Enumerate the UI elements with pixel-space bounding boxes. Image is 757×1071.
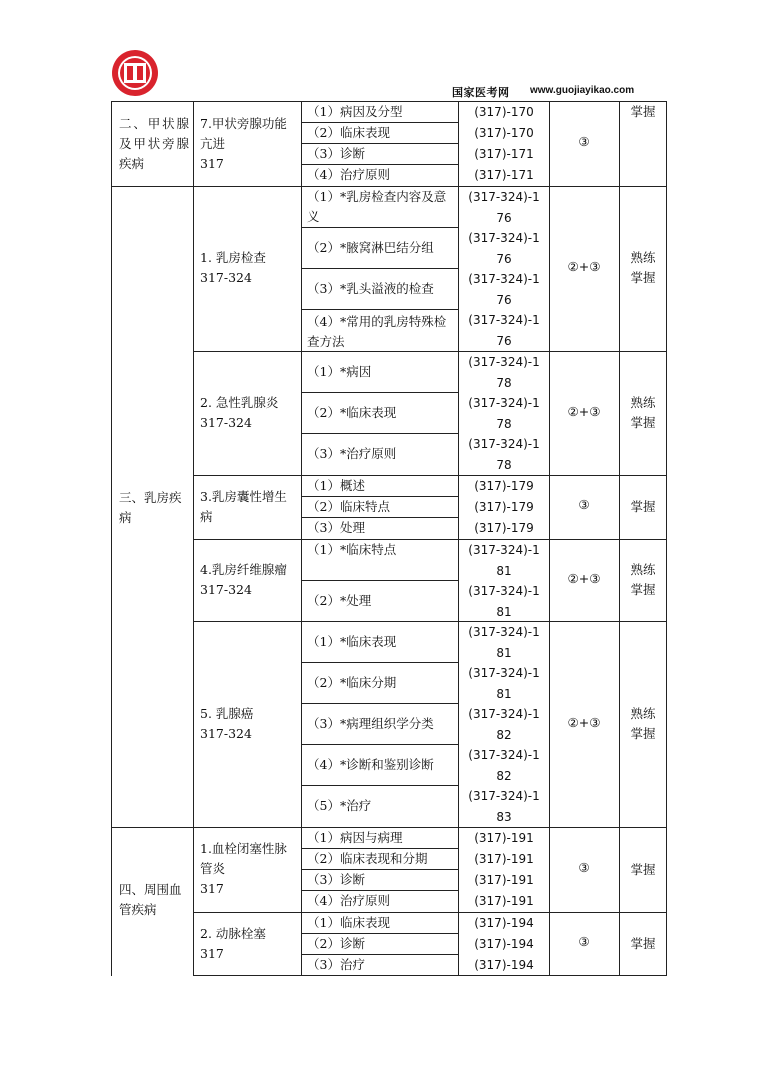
item-label: （2）*临床分期 — [307, 675, 397, 690]
item-label: （3）诊断 — [307, 146, 365, 161]
item-ref: (317-324)-1 81 — [468, 625, 540, 660]
item-ref: (317-324)-1 81 — [468, 666, 540, 701]
requirement: 熟练 掌握 — [630, 395, 656, 430]
item-ref: (317)-194 — [474, 937, 534, 951]
requirement: 熟练 掌握 — [630, 706, 656, 741]
item-label: （2）*处理 — [307, 593, 372, 608]
item-ref: (317)-191 — [474, 852, 534, 866]
requirement: 掌握 — [630, 499, 656, 514]
item-ref: (317)-171 — [474, 168, 534, 182]
item-label: （2）临床表现 — [307, 125, 390, 140]
item-ref: (317)-179 — [474, 521, 534, 535]
item-ref: (317-324)-1 76 — [468, 190, 540, 225]
level-badge: ③ — [578, 134, 590, 149]
item-label: （2）临床特点 — [307, 499, 390, 514]
item-label: （2）*腋窝淋巴结分组 — [307, 240, 434, 255]
section-title: 二、甲状腺及甲状旁腺疾病 — [119, 116, 189, 171]
level-badge: ②+③ — [567, 259, 601, 274]
item-ref: (317)-171 — [474, 147, 534, 161]
topic-name: 1. 乳房检查 317-324 — [200, 250, 266, 285]
site-name: 国家医考网 — [452, 86, 510, 99]
item-ref: (317-324)-1 81 — [468, 584, 540, 619]
item-ref: (317)-170 — [474, 126, 534, 140]
topic-name: 2. 急性乳腺炎 317-324 — [200, 395, 279, 430]
item-label: （2）临床表现和分期 — [307, 851, 428, 866]
item-ref: (317-324)-1 78 — [468, 355, 540, 390]
item-ref: (317-324)-1 76 — [468, 272, 540, 307]
requirement: 熟练 掌握 — [630, 250, 656, 285]
item-label: （4）治疗原则 — [307, 893, 390, 908]
section-title: 四、周围血管疾病 — [119, 882, 182, 917]
item-label: （5）*治疗 — [307, 798, 372, 813]
item-ref: (317-324)-1 78 — [468, 437, 540, 472]
item-ref: (317)-179 — [474, 500, 534, 514]
level-badge: ②+③ — [567, 715, 601, 730]
item-label: （4）*诊断和鉴别诊断 — [307, 757, 434, 772]
level-badge: ③ — [578, 934, 590, 949]
item-ref: (317-324)-1 78 — [468, 396, 540, 431]
site-logo — [111, 49, 159, 97]
level-badge: ②+③ — [567, 571, 601, 586]
topic-name: 1.血栓闭塞性脉管炎 317 — [200, 841, 287, 896]
item-label: （4）治疗原则 — [307, 167, 390, 182]
item-label: （3）诊断 — [307, 872, 365, 887]
item-label: （3）*治疗原则 — [307, 446, 397, 461]
item-label: （3）治疗 — [307, 957, 365, 972]
level-badge: ③ — [578, 860, 590, 875]
requirement: 熟练 掌握 — [630, 562, 656, 597]
item-label: （2）诊断 — [307, 936, 365, 951]
topic-name: 5. 乳腺癌 317-324 — [200, 706, 254, 741]
item-ref: (317-324)-1 82 — [468, 748, 540, 783]
item-label: （1）*乳房检查内容及意义 — [307, 189, 447, 224]
requirement: 掌握 — [630, 104, 656, 119]
item-label: （1）临床表现 — [307, 915, 390, 930]
item-label: （1）概述 — [307, 478, 365, 493]
level-badge: ②+③ — [567, 404, 601, 419]
topic-name: 2. 动脉栓塞 317 — [200, 926, 266, 961]
item-ref: (317-324)-1 82 — [468, 707, 540, 742]
item-label: （1）*临床表现 — [307, 634, 397, 649]
item-ref: (317)-194 — [474, 958, 534, 972]
item-ref: (317-324)-1 76 — [468, 231, 540, 266]
section-title: 三、乳房疾病 — [119, 490, 182, 525]
topic-name: 7.甲状旁腺功能亢进 317 — [200, 116, 287, 171]
item-ref: (317-324)-1 76 — [468, 313, 540, 348]
requirement: 掌握 — [630, 862, 656, 877]
item-ref: (317-324)-1 81 — [468, 543, 540, 578]
item-label: （1）病因及分型 — [307, 104, 403, 119]
site-url: www.guojiayikao.com — [530, 85, 635, 96]
item-label: （3）*病理组织学分类 — [307, 716, 434, 731]
item-ref: (317)-179 — [474, 479, 534, 493]
item-ref: (317-324)-1 83 — [468, 789, 540, 824]
topic-name: 3.乳房囊性增生病 — [200, 489, 287, 524]
item-label: （2）*临床表现 — [307, 405, 397, 420]
item-ref: (317)-194 — [474, 916, 534, 930]
item-label: （4）*常用的乳房特殊检查方法 — [307, 314, 447, 349]
item-label: （3）处理 — [307, 520, 365, 535]
requirement: 掌握 — [630, 936, 656, 951]
item-ref: (317)-191 — [474, 831, 534, 845]
item-ref: (317)-191 — [474, 894, 534, 908]
item-label: （3）*乳头溢液的检查 — [307, 281, 434, 296]
item-ref: (317)-191 — [474, 873, 534, 887]
item-label: （1）*临床特点 — [307, 542, 397, 557]
item-label: （1）病因与病理 — [307, 830, 403, 845]
level-badge: ③ — [578, 497, 590, 512]
item-ref: (317)-170 — [474, 105, 534, 119]
topic-name: 4.乳房纤维腺瘤 317-324 — [200, 562, 287, 597]
item-label: （1）*病因 — [307, 364, 372, 379]
